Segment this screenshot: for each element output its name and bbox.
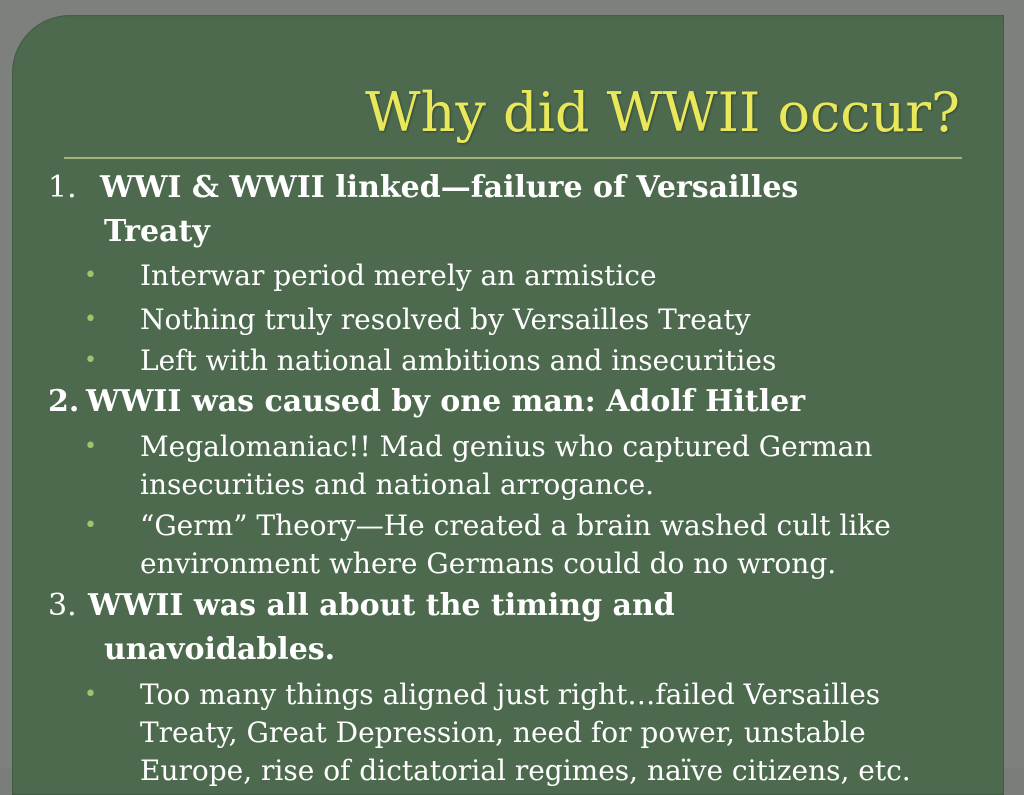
item-heading: unavoidables.	[104, 632, 336, 667]
bullet-icon: •	[84, 513, 97, 538]
item-heading: WWII was caused by one man: Adolf Hitler	[86, 384, 806, 419]
numbered-item-3-continued	[104, 628, 335, 672]
numbered-item-1	[48, 166, 798, 210]
bullet-icon: •	[84, 682, 97, 707]
list-item-line: insecurities and national arrogance.	[140, 468, 655, 501]
list-item-line: environment where Germans could do no wrong.	[140, 547, 837, 580]
bullet-icon: •	[84, 307, 97, 332]
list-item-line: Europe, rise of dictatorial regimes, naïve citizens, etc.	[140, 754, 911, 787]
list-item	[140, 507, 1000, 583]
slide-title: Why did WWII occur?	[365, 81, 960, 144]
numbered-item-1-continued	[104, 210, 210, 254]
numbered-item-3	[48, 584, 675, 628]
item-number: 3.	[48, 588, 77, 623]
list-item-line: “Germ” Theory—He created a brain washed cult like	[140, 509, 891, 542]
numbered-item-2	[48, 380, 805, 424]
item-heading: WWI & WWII linked—failure of Versailles	[100, 170, 799, 205]
bullet-icon: •	[84, 263, 97, 288]
list-item: Nothing truly resolved by Versailles Treaty	[140, 303, 751, 336]
item-number: 2.	[48, 384, 80, 419]
list-item	[140, 428, 1000, 504]
list-item: Interwar period merely an armistice	[140, 259, 657, 292]
list-item-line: Megalomaniac!! Mad genius who captured German	[140, 430, 873, 463]
item-number: 1.	[48, 170, 77, 205]
list-item	[140, 676, 1000, 790]
bullet-icon: •	[84, 348, 97, 373]
list-item-line: Treaty, Great Depression, need for power, unstable	[140, 716, 866, 749]
title-divider	[64, 157, 962, 159]
item-heading: WWII was all about the timing and	[88, 588, 675, 623]
item-heading: Treaty	[104, 214, 210, 249]
list-item-line: Too many things aligned just right…failed Versailles	[140, 678, 881, 711]
list-item: Left with national ambitions and insecurities	[140, 344, 777, 377]
bullet-icon: •	[84, 434, 97, 459]
